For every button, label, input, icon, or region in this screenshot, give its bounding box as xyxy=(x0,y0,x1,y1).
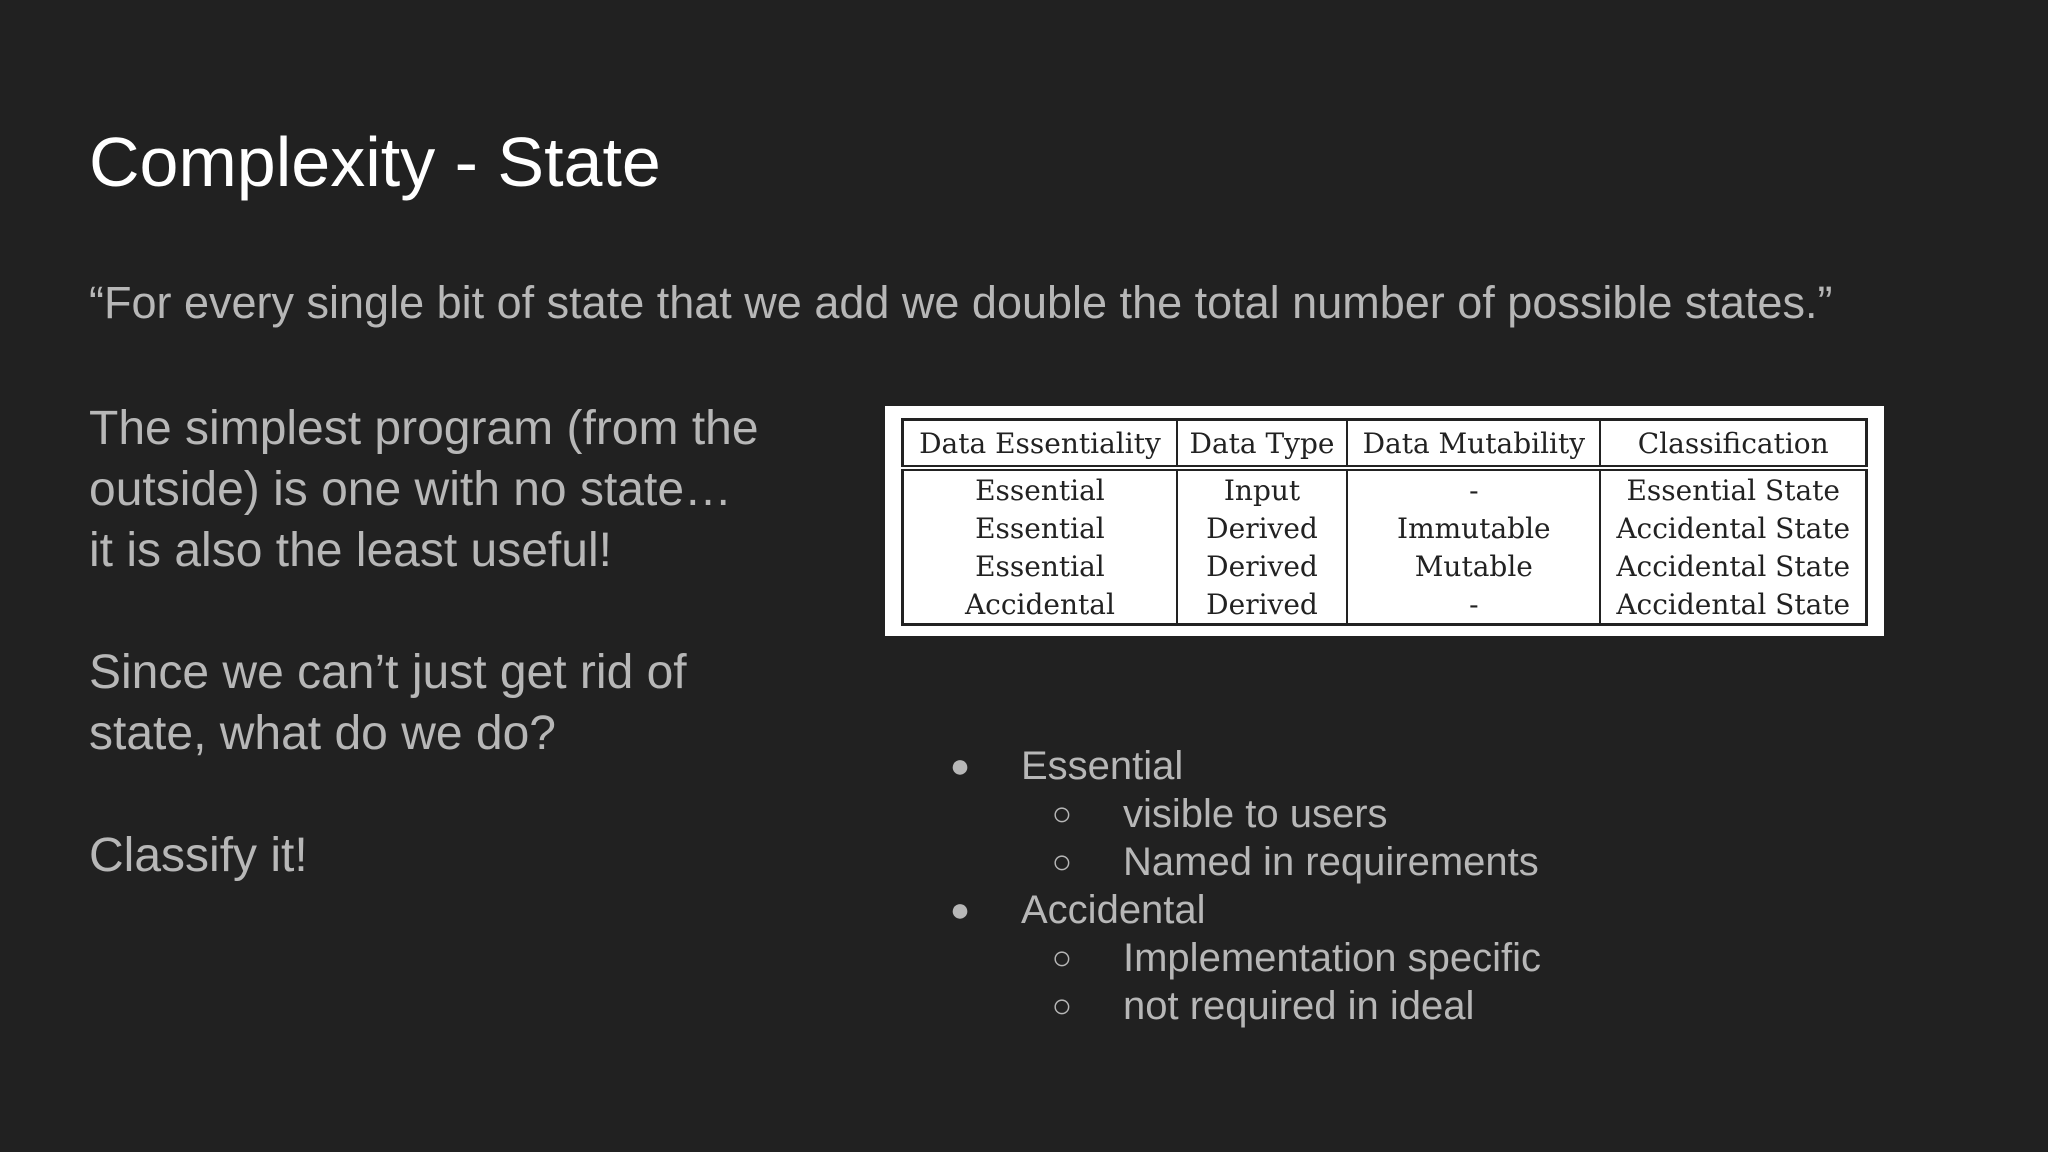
list-item-label: Named in requirements xyxy=(1123,840,1539,884)
left-text-block xyxy=(89,398,769,886)
table-cell: Essential xyxy=(903,468,1177,509)
table-cell: Derived xyxy=(1177,547,1347,585)
table-cell: Essential xyxy=(903,509,1177,547)
table-header-cell: Data Essentiality xyxy=(903,420,1177,469)
table-cell: - xyxy=(1347,468,1600,509)
list-item-label: visible to users xyxy=(1123,792,1388,836)
table-cell: Essential xyxy=(903,547,1177,585)
table-cell: Accidental State xyxy=(1600,547,1866,585)
table-header-row xyxy=(903,420,1867,469)
table-row xyxy=(903,547,1867,585)
table-cell: Input xyxy=(1177,468,1347,509)
paragraph-simplest-program: The simplest program (from the outside) is one with no state… it is also the least useful! xyxy=(89,402,759,577)
list-item-label: Implementation specific xyxy=(1123,936,1541,980)
bullet-filled-icon: ● xyxy=(949,891,971,929)
paragraph-classify: Classify it! xyxy=(89,829,308,882)
table-cell: Accidental State xyxy=(1600,585,1866,625)
list-item-label: Essential xyxy=(1021,744,1184,788)
bullet-hollow-icon: ○ xyxy=(1051,987,1073,1025)
table-header-cell: Classification xyxy=(1600,420,1866,469)
table-row xyxy=(903,509,1867,547)
table-cell: Derived xyxy=(1177,509,1347,547)
bullet-hollow-icon: ○ xyxy=(1051,843,1073,881)
table-cell: Mutable xyxy=(1347,547,1600,585)
table-cell: Accidental State xyxy=(1600,509,1866,547)
table-cell: Accidental xyxy=(903,585,1177,625)
table-header-cell: Data Mutability xyxy=(1347,420,1600,469)
bullet-hollow-icon: ○ xyxy=(1051,795,1073,833)
slide-title: Complexity - State xyxy=(89,123,661,201)
list-item-label: not required in ideal xyxy=(1123,984,1475,1028)
table-row xyxy=(903,585,1867,625)
state-classification-table xyxy=(901,418,1868,626)
quote-text: “For every single bit of state that we add we double the total number of possible states.” xyxy=(89,277,1833,328)
table-cell: Derived xyxy=(1177,585,1347,625)
table-cell: Immutable xyxy=(1347,509,1600,547)
bullet-filled-icon: ● xyxy=(949,747,971,785)
table-cell: Essential State xyxy=(1600,468,1866,509)
table-cell: - xyxy=(1347,585,1600,625)
bullet-hollow-icon: ○ xyxy=(1051,939,1073,977)
paragraph-cant-get-rid: Since we can’t just get rid of state, what do we do? xyxy=(89,646,687,760)
table-header-cell: Data Type xyxy=(1177,420,1347,469)
list-item-label: Accidental xyxy=(1021,888,1206,932)
table-row xyxy=(903,468,1867,509)
state-classification-table-image xyxy=(885,406,1884,636)
